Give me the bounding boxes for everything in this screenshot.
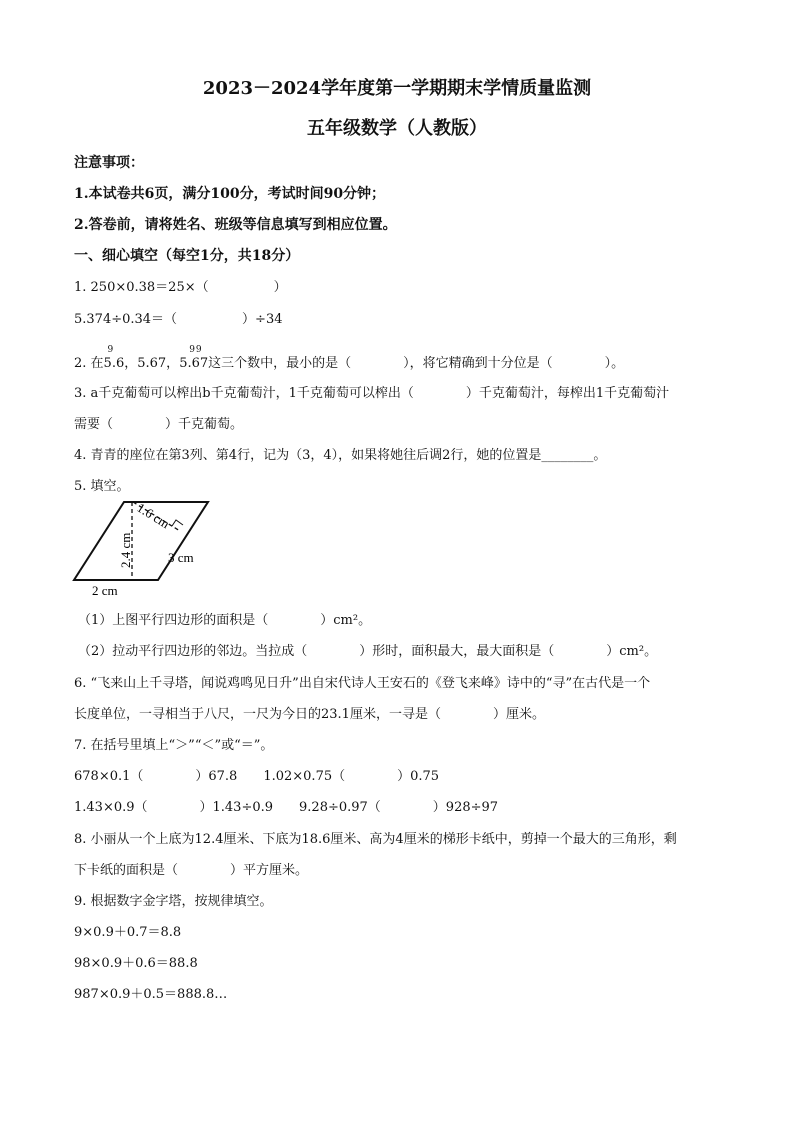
repeating-dot-marks: 9 <box>107 345 115 355</box>
page-subtitle: 五年级数学（人教版） <box>307 118 487 139</box>
q2-line <box>74 345 625 371</box>
q7-row-2: 1.43×0.9（ ）1.43÷0.9 9.28÷0.97（ ）928÷97 <box>74 800 499 815</box>
q2-repeating-number-1: 9 5.6 <box>103 345 125 371</box>
right-angle-mark <box>172 520 183 526</box>
q9-equation-1: 9×0.9＋0.7＝8.8 <box>74 925 182 940</box>
section-1-heading: 一、细心填空（每空1分，共18分） <box>74 248 300 264</box>
q5-sub-1: （1）上图平行四边形的面积是（ ）cm²。 <box>78 613 372 628</box>
q6-line-1: 6. “飞来山上千寻塔，闻说鸡鸣见日升”出自宋代诗人王安石的《登飞来峰》诗中的“寻”在古代是一个 <box>74 676 651 691</box>
q2-suffix: 这三个数中，最小的是（ ），将它精确到十分位是（ ）。 <box>208 356 625 371</box>
q8-line-1: 8. 小丽从一个上底为12.4厘米、下底为18.6厘米、高为4厘米的梯形卡纸中，剪掉一个最大的三角形，剩 <box>74 832 677 847</box>
q4-text: 4. 青青的座位在第3列、第4行，记为（3，4），如果将她往后调2行，她的位置是________。 <box>74 448 607 463</box>
q8-line-2: 下卡纸的面积是（ ）平方厘米。 <box>74 863 309 878</box>
label-height: 2.4 cm <box>118 532 133 568</box>
q3-line-2: 需要（ ）千克葡萄。 <box>74 417 244 432</box>
q5-sub-2: （2）拉动平行四边形的邻边。当拉成（ ）形时，面积最大，最大面积是（ ）cm²。 <box>78 644 658 659</box>
q5-heading: 5. 填空。 <box>74 479 130 494</box>
q2-mid: ，5.67， <box>124 356 180 371</box>
q2-prefix: 2. 在 <box>74 356 104 371</box>
q2-repeating-number-2: 99 5.67 <box>179 345 209 371</box>
notes-line-2: 2.答卷前，请将姓名、班级等信息填写到相应位置。 <box>74 217 397 233</box>
q9-equation-2: 98×0.9＋0.6＝88.8 <box>74 956 198 971</box>
q9-equation-3: 987×0.9＋0.5＝888.8… <box>74 987 228 1002</box>
repeating-dot-marks: 99 <box>189 345 203 355</box>
notes-heading: 注意事项： <box>74 155 144 171</box>
parallelogram-figure <box>68 496 218 598</box>
q3-line-1: 3. a千克葡萄可以榨出b千克葡萄汁，1千克葡萄可以榨出（ ）千克葡萄汁，每榨出1千克葡萄汁 <box>74 386 670 401</box>
q1-line-2: 5.374÷0.34＝（ ）÷34 <box>74 312 283 327</box>
q9-heading: 9. 根据数字金字塔，按规律填空。 <box>74 894 273 909</box>
q7-heading: 7. 在括号里填上“＞”“＜”或“＝”。 <box>74 738 274 753</box>
notes-line-1: 1.本试卷共6页，满分100分，考试时间90分钟； <box>74 186 386 202</box>
label-base: 2 cm <box>92 583 118 598</box>
q7-row-1: 678×0.1（ ）67.8 1.02×0.75（ ）0.75 <box>74 769 440 784</box>
label-slant-height: 1.6 cm <box>134 499 173 532</box>
q1-line-1: 1. 250×0.38＝25×（ ） <box>74 280 287 295</box>
page-title: 2023－2024学年度第一学期期末学情质量监测 <box>202 78 592 99</box>
label-side: 3 cm <box>168 550 194 565</box>
q6-line-2: 长度单位，一寻相当于八尺，一尺为今日的23.1厘米，一寻是（ ）厘米。 <box>74 707 545 722</box>
